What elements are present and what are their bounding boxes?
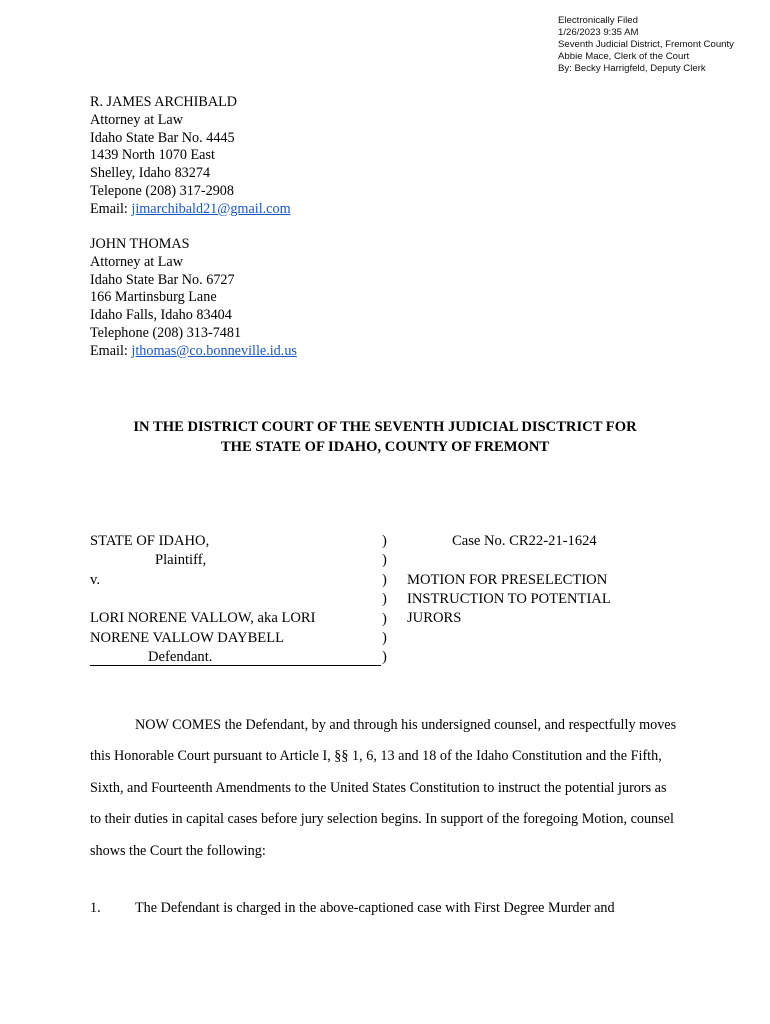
attorney-email-row [90, 201, 291, 219]
attorney-name: R. JAMES ARCHIBALD [90, 94, 238, 110]
caption-paren: ) [382, 610, 387, 627]
attorney-bar-number: Idaho State Bar No. 4445 [90, 129, 235, 146]
caption-paren: ) [382, 630, 387, 647]
defendant-role: Defendant. [148, 649, 213, 665]
caption-paren: ) [382, 552, 387, 569]
attorney-phone: Telephone (208) 313-7481 [90, 324, 242, 341]
caption-paren: ) [382, 649, 387, 666]
motion-title-line1: MOTION FOR PRESELECTION [407, 572, 608, 588]
plaintiff-name: STATE OF IDAHO, [90, 533, 210, 549]
filing-stamp [558, 15, 734, 75]
caption-paren: ) [382, 591, 387, 608]
attorney-bar-number: Idaho State Bar No. 6727 [90, 271, 235, 288]
intro-paragraph: NOW COMES the Defendant, by and through his undersigned counsel, and respectfully moves this Honorable Court pursuant to Article I, §§ 1, 6, 13 and 18 of the Idaho Constitution and the Fifth, Sixth, and Fourteenth Amendments to the United States Constitution to instruct the potential jurors as to their duties in capital cases before jury selection begins. In support of the foregoing Motion, counsel shows the Court the following: [90, 717, 677, 859]
email-link[interactable]: jthomas@co.bonneville.id.us [131, 342, 297, 359]
attorney-address-line2: Idaho Falls, Idaho 83404 [90, 307, 232, 324]
versus-label: v. [90, 572, 100, 588]
attorney-email-row [90, 343, 297, 361]
defendant-name-line2: NORENE VALLOW DAYBELL [90, 630, 285, 646]
stamp-line: Seventh Judicial District, Fremont County [558, 39, 734, 50]
caption-parentheses [382, 532, 387, 668]
attorney-phone: Telepone (208) 317-2908 [90, 182, 234, 199]
attorney-address-line1: 1439 North 1070 East [90, 147, 215, 164]
stamp-line: Abbie Mace, Clerk of the Court [558, 51, 690, 62]
motion-body [90, 710, 680, 867]
motion-title-line2: INSTRUCTION TO POTENTIAL [407, 591, 611, 607]
numbered-item-1 [90, 898, 680, 918]
stamp-line: Electronically Filed [558, 15, 638, 26]
caption-paren: ) [382, 533, 387, 549]
email-link[interactable]: jimarchibald21@gmail.com [131, 200, 291, 217]
attorney-block-archibald [90, 94, 291, 219]
stamp-line: By: Becky Harrigfeld, Deputy Clerk [558, 63, 706, 74]
stamp-line: 1/26/2023 9:35 AM [558, 27, 639, 38]
attorney-title: Attorney at Law [90, 111, 183, 128]
caption-underline [90, 665, 381, 666]
defendant-name-line1: LORI NORENE VALLOW, aka LORI [90, 610, 316, 626]
caption-paren: ) [382, 571, 387, 588]
attorney-address-line1: 166 Martinsburg Lane [90, 289, 217, 306]
court-title [0, 417, 770, 457]
plaintiff-role: Plaintiff, [155, 552, 207, 568]
court-title-line2: THE STATE OF IDAHO, COUNTY OF FREMONT [220, 439, 550, 455]
attorney-block-thomas [90, 236, 297, 361]
attorney-name: JOHN THOMAS [90, 236, 190, 252]
case-number: Case No. CR22-21-1624 [452, 533, 597, 549]
email-label: Email: [90, 342, 132, 359]
motion-title-line3: JURORS [407, 610, 462, 626]
item-text: The Defendant is charged in the above-captioned case with First Degree Murder and [135, 900, 615, 916]
item-number: 1. [90, 900, 101, 916]
court-title-line1: IN THE DISTRICT COURT OF THE SEVENTH JUDICIAL DISCTRICT FOR [133, 419, 637, 435]
email-label: Email: [90, 200, 132, 217]
attorney-address-line2: Shelley, Idaho 83274 [90, 165, 211, 182]
attorney-title: Attorney at Law [90, 253, 183, 270]
